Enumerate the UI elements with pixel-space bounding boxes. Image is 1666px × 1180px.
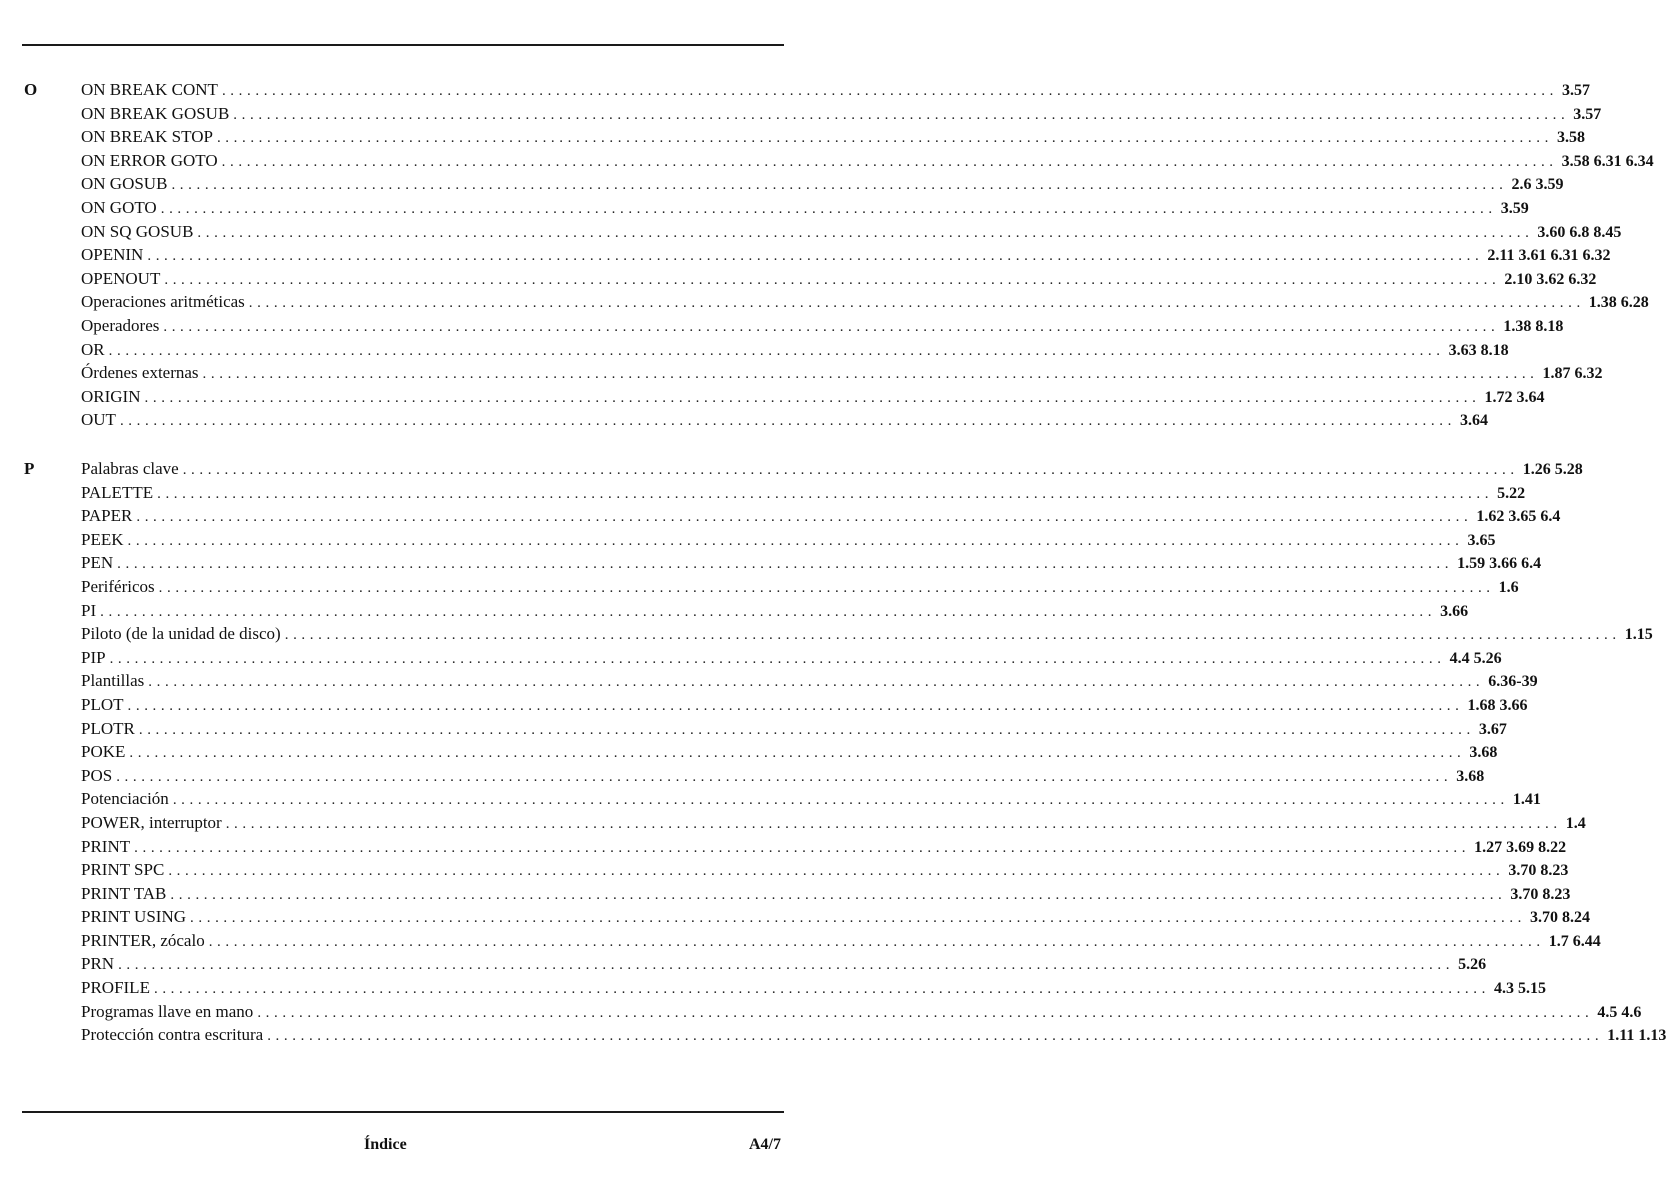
index-entry	[81, 220, 1622, 244]
entry-page-refs: 2.6 3.59	[1511, 176, 1564, 194]
index-entry	[81, 408, 1488, 432]
dot-leader: ................................................................................................................................................................	[144, 389, 1481, 406]
dot-leader: ................................................................................................................................................................	[202, 366, 1539, 383]
entry-term: Programas llave en mano	[81, 1001, 254, 1021]
page-number: A4/7	[749, 1136, 781, 1153]
index-entry	[81, 314, 1564, 338]
entry-page-refs: 3.64	[1459, 412, 1488, 430]
entry-page-refs: 3.58 6.31 6.34	[1561, 152, 1654, 170]
entry-term: Potenciación	[81, 789, 169, 809]
entry-term: ON ERROR GOTO	[81, 150, 218, 170]
dot-leader: ................................................................................................................................................................	[108, 342, 1445, 359]
dot-leader: ................................................................................................................................................................	[168, 863, 1505, 880]
bottom-rule	[22, 1111, 784, 1113]
index-entry	[81, 504, 1561, 528]
entry-page-refs: 2.10 3.62 6.32	[1504, 270, 1597, 288]
entry-term: Piloto (de la unidad de disco)	[81, 624, 281, 644]
entry-page-refs: 5.22	[1497, 484, 1526, 502]
index-entry	[81, 599, 1469, 623]
entry-term: POWER, interruptor	[81, 812, 222, 832]
index-entry	[81, 102, 1602, 126]
entry-page-refs: 3.58	[1556, 129, 1585, 147]
dot-leader: ................................................................................................................................................................	[221, 83, 1558, 99]
entry-term: ON GOTO	[81, 197, 157, 217]
index-entry	[81, 481, 1526, 505]
entry-term: Plantillas	[81, 671, 145, 691]
dot-leader: ................................................................................................................................................................	[170, 886, 1507, 903]
index-entry	[81, 622, 1653, 646]
index-entry	[81, 811, 1586, 835]
index-entry	[81, 882, 1571, 906]
entry-term: OPENOUT	[81, 268, 161, 288]
entry-term: POS	[81, 765, 113, 785]
index-entry	[81, 1000, 1642, 1024]
index-entry	[81, 952, 1487, 976]
index-entry	[81, 1023, 1666, 1047]
entry-page-refs: 4.4 5.26	[1449, 649, 1502, 667]
dot-leader: ................................................................................................................................................................	[216, 130, 1553, 147]
entry-page-refs: 1.4	[1565, 814, 1586, 832]
dot-leader: ................................................................................................................................................................	[257, 1004, 1594, 1021]
index-entry	[81, 149, 1654, 173]
entry-term: PROFILE	[81, 978, 150, 998]
top-rule	[22, 44, 784, 46]
entry-page-refs: 3.70 8.23	[1510, 885, 1571, 903]
entry-term: PLOT	[81, 694, 124, 714]
entry-list	[81, 457, 1666, 1047]
index-entry	[81, 669, 1538, 693]
index-entry	[81, 338, 1509, 362]
entry-page-refs: 1.11 1.13	[1607, 1027, 1666, 1045]
index-entry	[81, 290, 1649, 314]
entry-page-refs: 3.70 8.24	[1530, 909, 1591, 927]
dot-leader: ................................................................................................................................................................	[284, 627, 1621, 644]
entry-term: OPENIN	[81, 245, 144, 265]
entry-term: ON BREAK GOSUB	[81, 103, 230, 123]
index-entry	[81, 764, 1485, 788]
index-entry	[81, 929, 1601, 953]
index-entry	[81, 717, 1507, 741]
index-entry	[81, 172, 1564, 196]
entry-page-refs: 3.59	[1500, 199, 1529, 217]
dot-leader: ................................................................................................................................................................	[225, 815, 1562, 832]
index-entry	[81, 646, 1502, 670]
entry-page-refs: 4.3 5.15	[1493, 980, 1546, 998]
entry-term: ORIGIN	[81, 386, 141, 406]
index-entry	[81, 243, 1611, 267]
entry-term: PRINTER, zócalo	[81, 930, 205, 950]
dot-leader: ................................................................................................................................................................	[117, 556, 1454, 573]
dot-leader: ................................................................................................................................................................	[127, 697, 1464, 714]
entry-page-refs: 1.38 6.28	[1588, 294, 1649, 312]
dot-leader: ................................................................................................................................................................	[157, 485, 1494, 502]
dot-leader: ................................................................................................................................................................	[138, 721, 1475, 738]
index-entry	[81, 267, 1597, 291]
entry-term: ON GOSUB	[81, 174, 168, 194]
index-entry	[81, 528, 1496, 552]
dot-leader: ................................................................................................................................................................	[148, 674, 1485, 691]
index-entry	[81, 457, 1583, 481]
dot-leader: ................................................................................................................................................................	[164, 271, 1501, 288]
dot-leader: ................................................................................................................................................................	[221, 153, 1558, 170]
index-entry	[81, 196, 1529, 220]
dot-leader: ................................................................................................................................................................	[233, 106, 1570, 123]
dot-leader: ................................................................................................................................................................	[116, 768, 1453, 785]
entry-page-refs: 3.57	[1573, 105, 1602, 123]
entry-page-refs: 3.68	[1469, 744, 1498, 762]
entry-page-refs: 1.68 3.66	[1467, 696, 1528, 714]
entry-page-refs: 3.66	[1440, 602, 1469, 620]
entry-term: OR	[81, 339, 105, 359]
entry-page-refs: 1.72 3.64	[1484, 388, 1545, 406]
entry-term: PRINT USING	[81, 907, 187, 927]
entry-term: PEEK	[81, 529, 124, 549]
entry-term: Órdenes externas	[81, 363, 199, 383]
index-entry	[81, 551, 1542, 575]
entry-page-refs: 3.60 6.8 8.45	[1537, 223, 1622, 241]
entry-term: PEN	[81, 553, 114, 573]
index-entry	[81, 693, 1528, 717]
entry-term: PLOTR	[81, 718, 135, 738]
dot-leader: ................................................................................................................................................................	[109, 650, 1446, 667]
entry-term: Operaciones aritméticas	[81, 292, 245, 312]
dot-leader: ................................................................................................................................................................	[171, 177, 1508, 194]
entry-page-refs: 2.11 3.61 6.31 6.32	[1487, 247, 1611, 265]
entry-page-refs: 1.87 6.32	[1542, 365, 1603, 383]
entry-page-refs: 1.62 3.65 6.4	[1476, 508, 1561, 526]
entry-page-refs: 4.5 4.6	[1597, 1003, 1642, 1021]
entry-page-refs: 1.27 3.69 8.22	[1474, 838, 1567, 856]
dot-leader: ................................................................................................................................................................	[160, 200, 1497, 217]
entry-term: ON BREAK CONT	[81, 80, 218, 99]
entry-term: Operadores	[81, 315, 160, 335]
dot-leader: ................................................................................................................................................................	[182, 462, 1519, 478]
index-entry	[81, 575, 1519, 599]
index-entry	[81, 78, 1590, 102]
entry-term: Palabras clave	[81, 459, 179, 478]
entry-term: PRN	[81, 954, 115, 974]
section-letter: P	[24, 459, 35, 478]
dot-leader: ................................................................................................................................................................	[267, 1028, 1604, 1045]
dot-leader: ................................................................................................................................................................	[136, 509, 1473, 526]
dot-leader: ................................................................................................................................................................	[129, 745, 1466, 762]
entry-page-refs: 1.6	[1498, 578, 1519, 596]
index-entry	[81, 361, 1603, 385]
index-entry	[81, 858, 1569, 882]
entry-term: PRINT SPC	[81, 860, 165, 880]
dot-leader: ................................................................................................................................................................	[190, 910, 1527, 927]
dot-leader: ................................................................................................................................................................	[208, 933, 1545, 950]
entry-page-refs: 3.68	[1456, 767, 1485, 785]
entry-page-refs: 3.65	[1467, 531, 1496, 549]
entry-list	[81, 78, 1654, 432]
entry-page-refs: 3.70 8.23	[1508, 862, 1569, 880]
entry-page-refs: 3.57	[1561, 82, 1590, 99]
dot-leader: ................................................................................................................................................................	[158, 579, 1495, 596]
index-entry	[81, 385, 1545, 409]
section-letter: O	[24, 80, 38, 99]
dot-leader: ................................................................................................................................................................	[119, 413, 1456, 430]
entry-term: PALETTE	[81, 482, 154, 502]
index-entry	[81, 976, 1546, 1000]
entry-page-refs: 1.41	[1512, 791, 1541, 809]
entry-term: PRINT TAB	[81, 883, 167, 903]
entry-page-refs: 5.26	[1458, 956, 1487, 974]
dot-leader: ................................................................................................................................................................	[100, 603, 1437, 620]
index-entry	[81, 740, 1498, 764]
dot-leader: ................................................................................................................................................................	[118, 957, 1455, 974]
dot-leader: ................................................................................................................................................................	[248, 295, 1585, 312]
index-entry	[81, 835, 1567, 859]
entry-term: PAPER	[81, 506, 133, 526]
entry-term: ON SQ GOSUB	[81, 221, 194, 241]
entry-term: PIP	[81, 647, 106, 667]
footer-title: Índice	[364, 1136, 407, 1153]
entry-term: OUT	[81, 410, 116, 430]
index-entry	[81, 905, 1591, 929]
entry-term: PRINT	[81, 836, 131, 856]
dot-leader: ................................................................................................................................................................	[153, 981, 1490, 998]
entry-page-refs: 1.38 8.18	[1503, 317, 1564, 335]
entry-page-refs: 1.7 6.44	[1548, 932, 1601, 950]
entry-term: Protección contra escritura	[81, 1025, 264, 1045]
dot-leader: ................................................................................................................................................................	[172, 792, 1509, 809]
dot-leader: ................................................................................................................................................................	[147, 248, 1484, 265]
dot-leader: ................................................................................................................................................................	[134, 839, 1471, 856]
index-entry	[81, 787, 1541, 811]
entry-term: Periféricos	[81, 576, 155, 596]
index-entry	[81, 125, 1585, 149]
entry-page-refs: 1.26 5.28	[1522, 461, 1583, 478]
entry-term: PI	[81, 600, 97, 620]
entry-term: POKE	[81, 742, 126, 762]
entry-page-refs: 3.63 8.18	[1448, 341, 1509, 359]
entry-term: ON BREAK STOP	[81, 127, 213, 147]
entry-page-refs: 6.36-39	[1488, 673, 1538, 691]
dot-leader: ................................................................................................................................................................	[197, 224, 1534, 241]
dot-leader: ................................................................................................................................................................	[163, 318, 1500, 335]
entry-page-refs: 1.59 3.66 6.4	[1457, 555, 1542, 573]
dot-leader: ................................................................................................................................................................	[127, 532, 1464, 549]
entry-page-refs: 3.67	[1478, 720, 1507, 738]
entry-page-refs: 1.15	[1624, 626, 1653, 644]
